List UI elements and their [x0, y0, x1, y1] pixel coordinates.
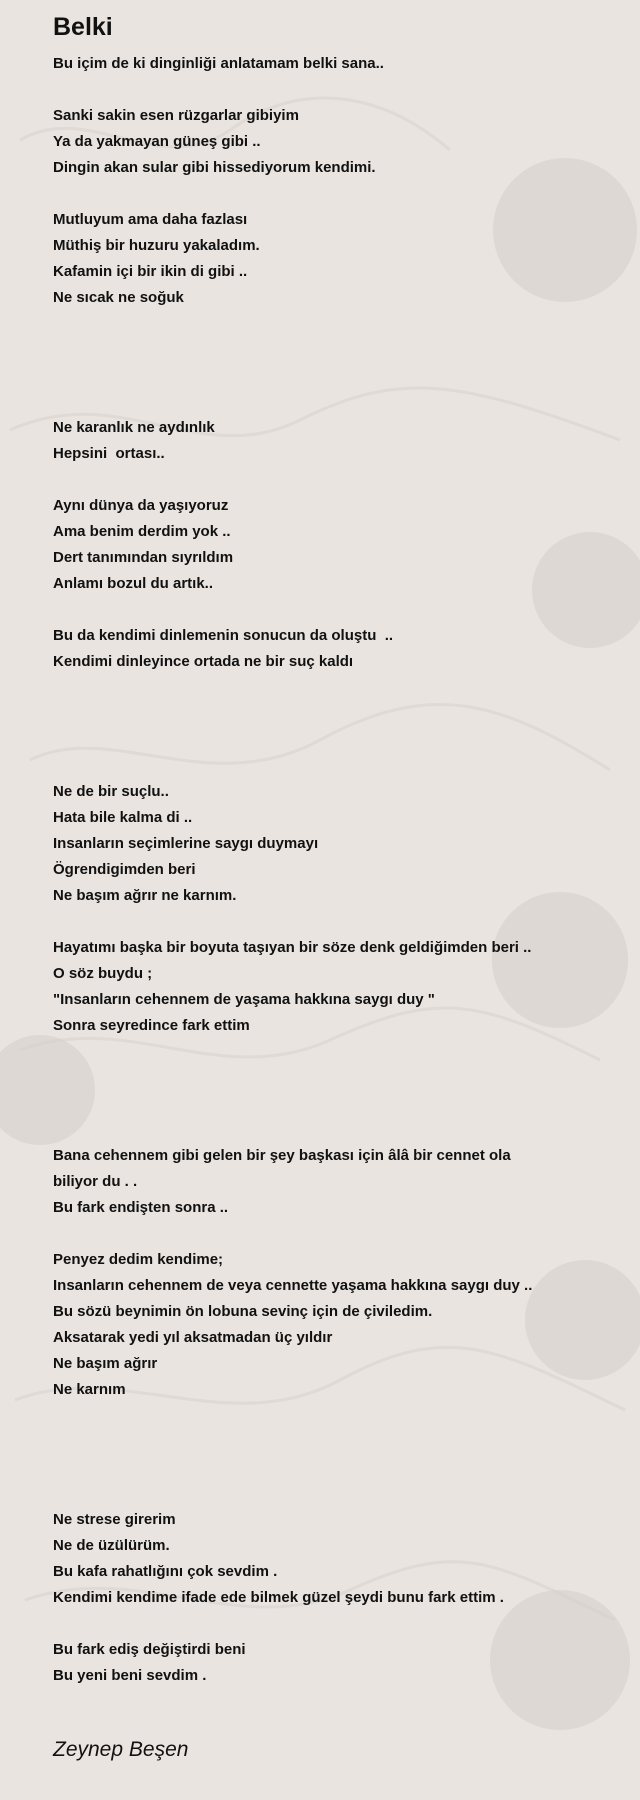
poem-body: Bu içim de ki dinginliği anlatamam belki sana.. Sanki sakin esen rüzgarlar gibiyim Ya da yakmayan güneş gibi .. Dingin akan sular gibi hissediyorum kendimi. Mutluyum ama daha fazlası Müthiş bir huzuru yakaladım. Kafamin içi bir ikin di gibi .. Ne sıcak ne soğuk Ne karanlık ne aydınlık Hepsini ortası.. Aynı dünya da yaşıyoruz Ama benim derdim yok .. Dert tanımından sıyrıldım Anlamı bozul du artık.. Bu da kendimi dinlemenin sonucun da oluştu .. Kendimi dinleyince ortada ne bir suç kaldı Ne de bir suçlu.. Hata bile kalma di .. Insanların seçimlerine saygı duymayı Ögrendigimden beri Ne başım ağrır ne karnım. Hayatımı başka bir boyuta taşıyan bir söze denk geldiğimden beri .. O söz buydu ; "Insanların cehennem de yaşama hakkına saygı duy " Sonra seyredince fark ettim Bana cehennem gibi gelen bir şey başkası için âlâ bir cennet ola biliyor du . . Bu fark endişten sonra .. Penyez dedim kendime; Insanların cehennem de veya cennette yaşama hakkına saygı duy .. Bu sözü beynimin ön lobuna sevinç için de çiviledim. Aksatarak yedi yıl aksatmadan üç yıldır Ne başım ağrır Ne karnım Ne strese girerim Ne de üzülürüm. Bu kafa rahatlığını çok sevdim . Kendimi kendime ifade ede bilmek güzel şeydi bunu fark ettim . Bu fark ediş değiştirdi beni Bu yeni beni sevdim . [53, 55, 533, 1684]
poem-author: Zeynep Beşen [53, 1738, 189, 1761]
poem-title: Belki [53, 13, 113, 41]
